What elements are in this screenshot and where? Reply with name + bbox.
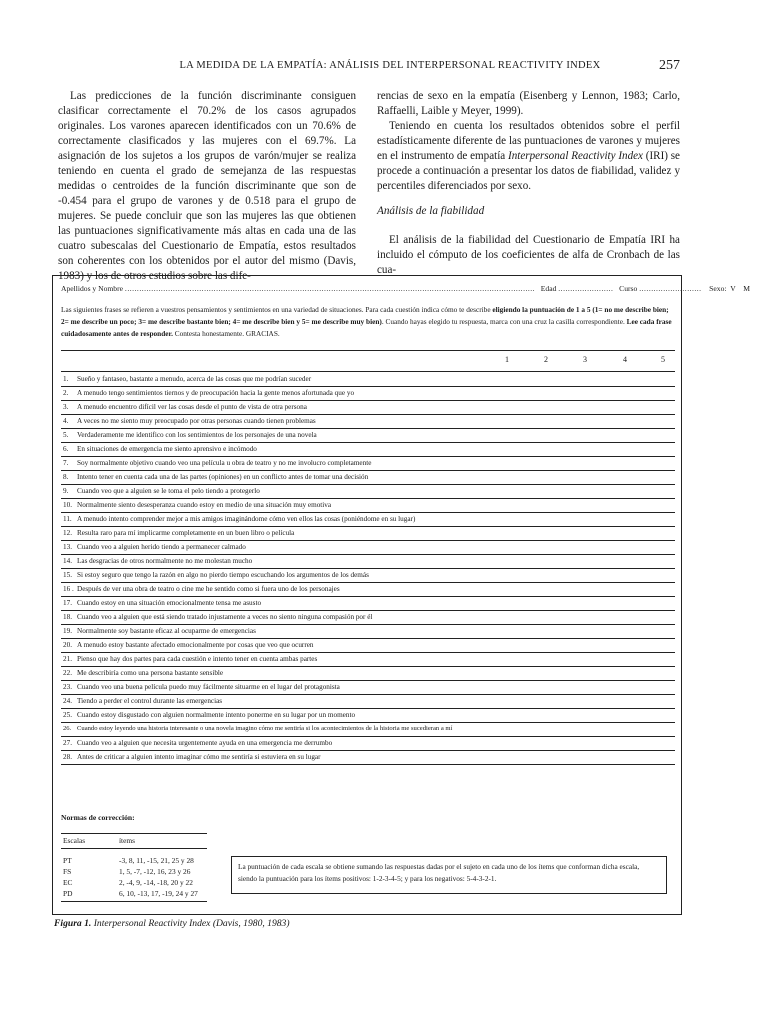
item-row: [61, 681, 675, 695]
item-text: Cuando estoy leyendo una historia interesante o una novela imagino cómo me sentiría si los acontecimientos de la historia me sucedieran a mí: [77, 725, 453, 732]
body-paragraph: Las predicciones de la función discriminante consiguen clasificar correctamente el 70.2% de los casos agrupados originales. Los varones aparecen identificados con un 70.6% de correctamente clasificados y las mujeres con el 69.7%. La asignación de los sujetos a los grupos de varón/mujer se realiza teniendo en cuenta el grado de semejanza de las respuestas medidas o centroides de la función discriminante que son de -0.454 para el grupo de varones y de 0.518 para el grupo de mujeres. Se puede concluir que son las mujeres las que obtienen las puntuaciones significativamente más altas en cada una de las cuatro subescalas del Cuestionario de Empatía, estos resultados son coherentes con los obtenidos por el autor del mismo (Davis, 1983) y los de otros estudios sobre las dife-: [58, 90, 356, 282]
norms-header-items: ítems: [119, 836, 136, 845]
form-instructions: [61, 304, 673, 340]
scale-1: 1: [505, 355, 509, 364]
scale-2: 2: [544, 355, 548, 364]
norms-rows: [61, 855, 207, 902]
item-row: [61, 387, 675, 401]
age-blank: .......................: [558, 284, 614, 293]
item-row: [61, 457, 675, 471]
right-column: [377, 89, 680, 278]
item-text: Resulta raro para mí implicarme completamente en un buen libro o película: [77, 529, 295, 537]
item-text: Cuando veo una buena película puedo muy fácilmente situarme en el lugar del protagonista: [77, 683, 340, 691]
item-row: [61, 541, 675, 555]
instructions-text: Las siguientes frases se refieren a vuestros pensamientos y sentimientos en una variedad de situaciones. Para cada cuestión indica cómo te describe: [61, 305, 493, 314]
item-row: [61, 513, 675, 527]
item-number: 18.: [63, 613, 72, 621]
item-row: [61, 737, 675, 751]
item-row: [61, 373, 675, 387]
norms-scale: PT: [63, 856, 72, 865]
instructions-text: . Cuando hayas elegido tu respuesta, marca con una cruz la casilla correspondiente.: [381, 317, 627, 326]
body-paragraph: [377, 119, 680, 194]
name-blank: ...........................................................................................................................................................................: [124, 284, 536, 293]
instructions-text: Contesta honestamente. GRACIAS.: [172, 329, 280, 338]
item-number: 5.: [63, 431, 69, 439]
item-number: 22.: [63, 669, 72, 677]
scale-3: 3: [583, 355, 587, 364]
item-text: Tiendo a perder el control durante las emergencias: [77, 697, 223, 705]
item-number: 13.: [63, 543, 72, 551]
item-text: A menudo intento comprender mejor a mis amigos imaginándome cómo ven ellos las cosas (poniéndome en su lugar): [77, 515, 416, 523]
norms-scale: EC: [63, 878, 73, 887]
item-row: [61, 625, 675, 639]
item-row: [61, 723, 675, 737]
item-number: 15.: [63, 571, 72, 579]
item-text: Soy normalmente objetivo cuando veo una película u obra de teatro y no me involucro completamente: [77, 459, 372, 467]
age-label: Edad: [540, 284, 557, 293]
item-number: 6.: [63, 445, 69, 453]
item-number: 11.: [63, 515, 72, 523]
item-text: En situaciones de emergencia me siento aprensivo e incómodo: [77, 445, 257, 453]
form-header: [61, 284, 750, 293]
scale-header: [61, 350, 675, 372]
item-number: 8.: [63, 473, 69, 481]
item-number: 27.: [63, 739, 72, 747]
item-row: [61, 415, 675, 429]
item-text: A veces no me siento muy preocupado por otras personas cuando tienen problemas: [77, 417, 316, 425]
item-text: Cuando veo a alguien que necesita urgentemente ayuda en una emergencia me derrumbo: [77, 739, 333, 747]
item-text: Me describiría como una persona bastante sensible: [77, 669, 224, 677]
course-blank: ..........................: [639, 284, 702, 293]
item-number: 28.: [63, 753, 72, 761]
item-row: [61, 429, 675, 443]
item-number: 19.: [63, 627, 72, 635]
item-text: Las desgracias de otros normalmente no me molestan mucho: [77, 557, 253, 565]
item-number: 25.: [63, 711, 72, 719]
item-number: 26.: [63, 725, 72, 732]
norms-row: [61, 866, 207, 877]
item-number: 4.: [63, 417, 69, 425]
item-number: 7.: [63, 459, 69, 467]
item-number: 20.: [63, 641, 72, 649]
item-row: [61, 653, 675, 667]
item-number: 10.: [63, 501, 72, 509]
body-paragraph: El análisis de la fiabilidad del Cuestionario de Empatía IRI ha incluido el cómputo de los coeficientes de alfa de Cronbach de las cua-: [377, 234, 680, 276]
norms-scale: PD: [63, 889, 73, 898]
sex-label: Sexo:: [709, 284, 727, 293]
item-number: 24.: [63, 697, 72, 705]
norms-header: [61, 833, 207, 849]
item-text: Normalmente soy bastante eficaz al ocuparme de emergencias: [77, 627, 256, 635]
body-paragraph: rencias de sexo en la empatía (Eisenberg y Lennon, 1983; Carlo, Raffaelli, Laible y Meyer, 1999).: [377, 90, 680, 117]
paragraph-text: Teniendo en cuenta los resultados obtenidos sobre el perfil estadísticamente diferente de las puntuaciones de varones y mujeres en el instrumento de empatía: [377, 120, 680, 162]
norms-title: Normas de corrección:: [61, 813, 135, 822]
item-row: [61, 667, 675, 681]
item-list: [61, 373, 675, 765]
caption-text: Interpersonal Reactivity Index (Davis, 1980, 1983): [93, 918, 290, 929]
item-text: Después de ver una obra de teatro o cine me he sentido como si fuera uno de los personajes: [77, 585, 340, 593]
norms-table: [61, 833, 207, 902]
item-text: Cuando veo a alguien herido tiendo a permanecer calmado: [77, 543, 246, 551]
item-text: A menudo estoy bastante afectado emocionalmente por cosas que veo que ocurren: [77, 641, 314, 649]
norms-items: -3, 8, 11, -15, 21, 25 y 28: [119, 856, 194, 865]
item-number: 16 .: [63, 585, 74, 593]
instrument-name: Interpersonal Reactivity Index: [508, 150, 643, 162]
item-number: 21.: [63, 655, 72, 663]
item-row: [61, 695, 675, 709]
sex-option-v: V: [730, 284, 736, 293]
item-text: Pienso que hay dos partes para cada cuestión e intento tener en cuenta ambas partes: [77, 655, 318, 663]
item-row: [61, 639, 675, 653]
item-text: Intento tener en cuenta cada una de las partes (opiniones) en un conflicto antes de tomar una decisión: [77, 473, 369, 481]
item-row: [61, 401, 675, 415]
item-row: [61, 569, 675, 583]
page-number: 257: [659, 58, 680, 73]
item-row: [61, 751, 675, 765]
item-number: 17.: [63, 599, 72, 607]
sex-option-m: M: [743, 284, 750, 293]
left-column: [58, 89, 356, 284]
item-text: Si estoy seguro que tengo la razón en algo no pierdo tiempo escuchando los argumentos de los demás: [77, 571, 369, 579]
instructions-scale: eligiendo la puntuación de 1 a 5 (1= no me describe bien; 2= me describe un poco; 3= me describe bastante bien; 4= me describe bien y 5= me describe muy bien): [61, 305, 669, 326]
item-text: Normalmente siento desesperanza cuando estoy en medio de una situación muy emotiva: [77, 501, 332, 509]
item-row: [61, 555, 675, 569]
item-row: [61, 527, 675, 541]
item-number: 9.: [63, 487, 69, 495]
item-number: 3.: [63, 403, 69, 411]
item-row: [61, 611, 675, 625]
item-number: 12.: [63, 529, 72, 537]
name-label: Apellidos y Nombre: [61, 284, 124, 293]
item-row: [61, 471, 675, 485]
item-number: 23.: [63, 683, 72, 691]
norms-row: [61, 877, 207, 888]
paragraph-text: (IRI) se procede a continuación a presentar los datos de fiabilidad, validez y percentiles diferenciados por sexo.: [377, 150, 680, 192]
norms-items: 1, 5, -7, -12, 16, 23 y 26: [119, 867, 191, 876]
norms-items: 6, 10, -13, 17, -19, 24 y 27: [119, 889, 198, 898]
item-row: [61, 597, 675, 611]
item-text: Cuando estoy en una situación emocionalmente tensa me asusto: [77, 599, 262, 607]
item-text: A menudo tengo sentimientos tiernos y de preocupación hacia la gente menos afortunada que yo: [77, 389, 355, 397]
item-text: A menudo encuentro difícil ver las cosas desde el punto de vista de otra persona: [77, 403, 307, 411]
item-row: [61, 709, 675, 723]
caption-label: Figura 1.: [54, 918, 92, 929]
norms-scale: FS: [63, 867, 72, 876]
course-label: Curso: [619, 284, 638, 293]
item-number: 14.: [63, 557, 72, 565]
questionnaire-figure: [52, 275, 750, 915]
instructions-emphasis: Lee cada frase cuidadosamente antes de responder.: [61, 317, 672, 338]
item-row: [61, 443, 675, 457]
item-text: Antes de criticar a alguien intento imaginar cómo me sentiría si estuviera en su lugar: [77, 753, 321, 761]
figure-caption: [54, 918, 290, 929]
item-text: Cuando estoy disgustado con alguien normalmente intento ponerme en su lugar por un momento: [77, 711, 356, 719]
norms-header-scales: Escalas: [63, 836, 86, 845]
norms-row: [61, 855, 207, 866]
scoring-note: La puntuación de cada escala se obtiene sumando las respuestas dadas por el sujeto en cada uno de los ítems que conforman dicha escala, siendo la puntuación para los ítems positivos: 1-2-3-4-5; y para los negativos: 5-4-3-2-1.: [231, 856, 667, 894]
item-row: [61, 485, 675, 499]
item-text: Cuando veo a alguien que está siendo tratado injustamente a veces no siento ninguna compasión por él: [77, 613, 373, 621]
item-number: 1.: [63, 375, 69, 383]
item-text: Verdaderamente me identifico con los sentimientos de los personajes de una novela: [77, 431, 317, 439]
running-head: LA MEDIDA DE LA EMPATÍA: ANÁLISIS DEL INTERPERSONAL REACTIVITY INDEX: [179, 60, 601, 71]
norms-row: [61, 888, 207, 899]
item-text: Sueño y fantaseo, bastante a menudo, acerca de las cosas que me podrían suceder: [77, 375, 312, 383]
section-heading: Análisis de la fiabilidad: [377, 205, 485, 217]
item-text: Cuando veo que a alguien se le toma el pelo tiendo a protegerlo: [77, 487, 260, 495]
item-row: [61, 499, 675, 513]
item-number: 2.: [63, 389, 69, 397]
scale-4: 4: [623, 355, 627, 364]
scale-5: 5: [661, 355, 665, 364]
item-row: [61, 583, 675, 597]
norms-items: 2, -4, 9, -14, -18, 20 y 22: [119, 878, 193, 887]
